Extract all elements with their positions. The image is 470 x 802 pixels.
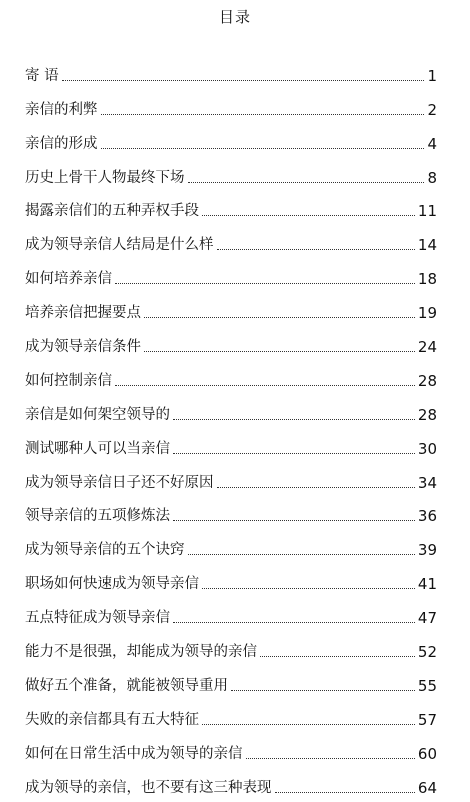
dot-leader: [202, 724, 415, 725]
toc-entry-label: 职场如何快速成为领导亲信: [25, 576, 199, 593]
toc-entry-page-number: 1: [427, 66, 437, 85]
toc-entry-page-number: 52: [417, 643, 437, 662]
toc-entry[interactable]: [25, 459, 437, 493]
toc-entry[interactable]: [25, 188, 437, 222]
dot-leader: [275, 792, 415, 793]
toc-entry-page-number: 14: [417, 236, 437, 255]
toc-entry-page-number: 34: [417, 473, 437, 492]
dot-leader: [173, 622, 415, 623]
dot-leader: [202, 215, 415, 216]
toc-entry-page-number: 4: [427, 134, 437, 153]
toc-entry[interactable]: [25, 323, 437, 357]
toc-entry[interactable]: [25, 255, 437, 289]
toc-entry-label: 成为领导的亲信，也不要有这三种表现: [25, 779, 272, 796]
toc-entry-label: 如何在日常生活中成为领导的亲信: [25, 745, 243, 762]
dot-leader: [173, 419, 415, 420]
toc-entry-page-number: 2: [427, 100, 437, 119]
toc-entry-label: 成为领导亲信日子还不好原因: [25, 474, 214, 491]
toc-entry-label: 培养亲信把握要点: [25, 305, 141, 322]
toc-entry-label: 如何控制亲信: [25, 372, 112, 389]
dot-leader: [144, 351, 415, 352]
toc-entry[interactable]: [25, 526, 437, 560]
dot-leader: [115, 283, 415, 284]
toc-entry-label: 如何培养亲信: [25, 271, 112, 288]
toc-entry[interactable]: [25, 52, 437, 86]
dot-leader: [101, 114, 425, 115]
dot-leader: [62, 80, 425, 81]
dot-leader: [217, 249, 415, 250]
toc-entry-label: 能力不是很强，却能成为领导的亲信: [25, 644, 257, 661]
toc-entry[interactable]: [25, 357, 437, 391]
toc-entry-page-number: 57: [417, 710, 437, 729]
toc-entry-page-number: 28: [417, 371, 437, 390]
dot-leader: [101, 148, 425, 149]
toc-entry[interactable]: [25, 662, 437, 696]
toc-entry-page-number: 8: [427, 168, 437, 187]
toc-entry[interactable]: [25, 493, 437, 527]
toc-entry-page-number: 24: [417, 338, 437, 357]
toc-entry-page-number: 18: [417, 270, 437, 289]
toc-entry-label: 做好五个准备，就能被领导重用: [25, 677, 228, 694]
toc-entry[interactable]: [25, 221, 437, 255]
toc-entry[interactable]: [25, 120, 437, 154]
dot-leader: [246, 758, 415, 759]
toc-entry[interactable]: [25, 696, 437, 730]
toc-entry-label: 成为领导亲信人结局是什么样: [25, 237, 214, 254]
toc-entry[interactable]: [25, 425, 437, 459]
toc-entry[interactable]: [25, 391, 437, 425]
toc-title: 目录: [218, 8, 251, 26]
dot-leader: [173, 453, 415, 454]
toc-entry-label: 测试哪种人可以当亲信: [25, 440, 170, 457]
toc-entry-page-number: 60: [417, 744, 437, 763]
toc-entry-page-number: 28: [417, 405, 437, 424]
toc-entry-page-number: 11: [417, 202, 437, 221]
dot-leader: [115, 385, 415, 386]
toc-entry-page-number: 30: [417, 439, 437, 458]
toc-entry-page-number: 19: [417, 304, 437, 323]
dot-leader: [173, 520, 415, 521]
dot-leader: [217, 487, 415, 488]
toc-entry[interactable]: [25, 628, 437, 662]
toc-entry-label: 亲信的利弊: [25, 101, 98, 118]
toc-entry-page-number: 55: [417, 676, 437, 695]
dot-leader: [188, 554, 415, 555]
toc-entry-page-number: 47: [417, 609, 437, 628]
toc-entry[interactable]: [25, 594, 437, 628]
toc-entry[interactable]: [25, 86, 437, 120]
toc-entry-label: 领导亲信的五项修炼法: [25, 508, 170, 525]
toc-entry[interactable]: [25, 730, 437, 764]
toc-entry-label: 五点特征成为领导亲信: [25, 610, 170, 627]
toc-entry-label: 亲信是如何架空领导的: [25, 406, 170, 423]
toc-entry-page-number: 36: [417, 507, 437, 526]
toc-entry-label: 寄 语: [25, 67, 59, 84]
toc-entry[interactable]: [25, 764, 437, 798]
toc-entry-label: 亲信的形成: [25, 135, 98, 152]
toc-entry-page-number: 64: [417, 778, 437, 797]
toc-entry[interactable]: [25, 289, 437, 323]
dot-leader: [202, 588, 415, 589]
toc-entry-label: 失败的亲信都具有五大特征: [25, 711, 199, 728]
toc-entry-label: 成为领导亲信条件: [25, 339, 141, 356]
toc-entry-page-number: 41: [417, 575, 437, 594]
dot-leader: [260, 656, 415, 657]
toc-entry-label: 成为领导亲信的五个诀窍: [25, 542, 185, 559]
dot-leader: [231, 690, 415, 691]
toc-entry-label: 揭露亲信们的五种弄权手段: [25, 203, 199, 220]
toc-entry-label: 历史上骨干人物最终下场: [25, 169, 185, 186]
toc-list: [25, 52, 437, 798]
toc-entry[interactable]: [25, 560, 437, 594]
dot-leader: [188, 182, 425, 183]
toc-entry[interactable]: [25, 154, 437, 188]
toc-entry-page-number: 39: [417, 541, 437, 560]
dot-leader: [144, 317, 415, 318]
